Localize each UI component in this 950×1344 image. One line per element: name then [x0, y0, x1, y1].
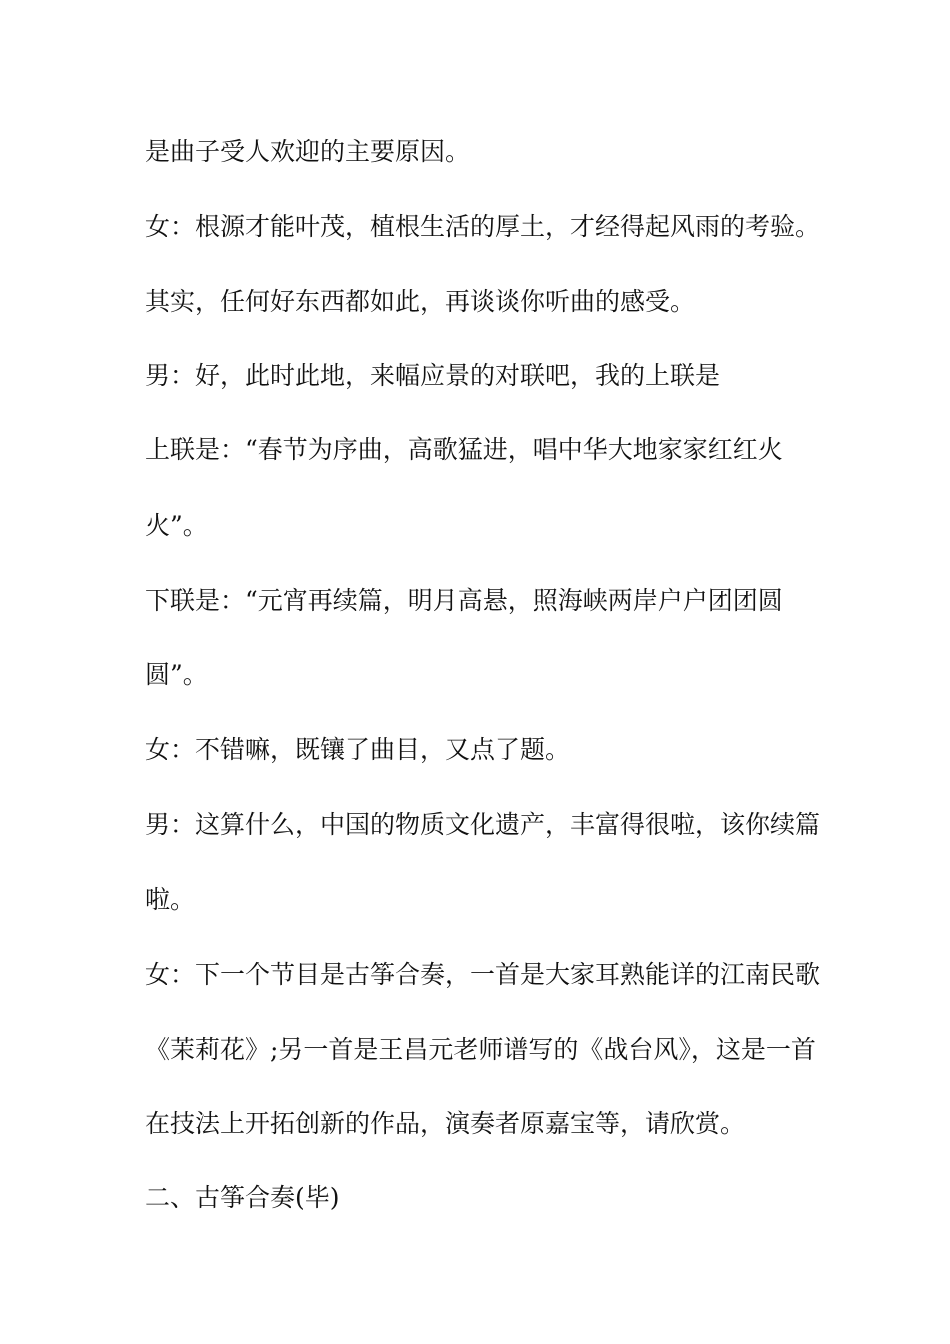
- text-line: 《茉莉花》;另一首是王昌元老师谱写的《战台风》，这是一首: [145, 1035, 816, 1064]
- text-line: 火”。: [145, 511, 208, 540]
- text-line: 男：好，此时此地，来幅应景的对联吧，我的上联是: [145, 361, 721, 390]
- text-line: 圆”。: [145, 660, 208, 689]
- text-line: 在技法上开拓创新的作品，演奏者原嘉宝等，请欣赏。: [145, 1109, 746, 1138]
- section-heading: 二、古筝合奏(毕): [145, 1183, 340, 1212]
- text-line: 啦。: [145, 885, 196, 914]
- text-line: 下联是：“元宵再续篇，明月高悬，照海峡两岸户户团团圆: [145, 586, 783, 615]
- text-line: 女：根源才能叶茂，植根生活的厚土，才经得起风雨的考验。: [145, 212, 821, 241]
- text-line: 上联是：“春节为序曲，高歌猛进，唱中华大地家家红红火: [145, 435, 783, 464]
- text-line: 男：这算什么，中国的物质文化遗产，丰富得很啦，该你续篇: [145, 810, 821, 839]
- text-line: 其实，任何好东西都如此，再谈谈你听曲的感受。: [145, 287, 696, 316]
- text-line: 女：下一个节目是古筝合奏，一首是大家耳熟能详的江南民歌: [145, 960, 821, 989]
- text-line: 女：不错嘛，既镶了曲目，又点了题。: [145, 735, 571, 764]
- text-line: 是曲子受人欢迎的主要原因。: [145, 137, 471, 166]
